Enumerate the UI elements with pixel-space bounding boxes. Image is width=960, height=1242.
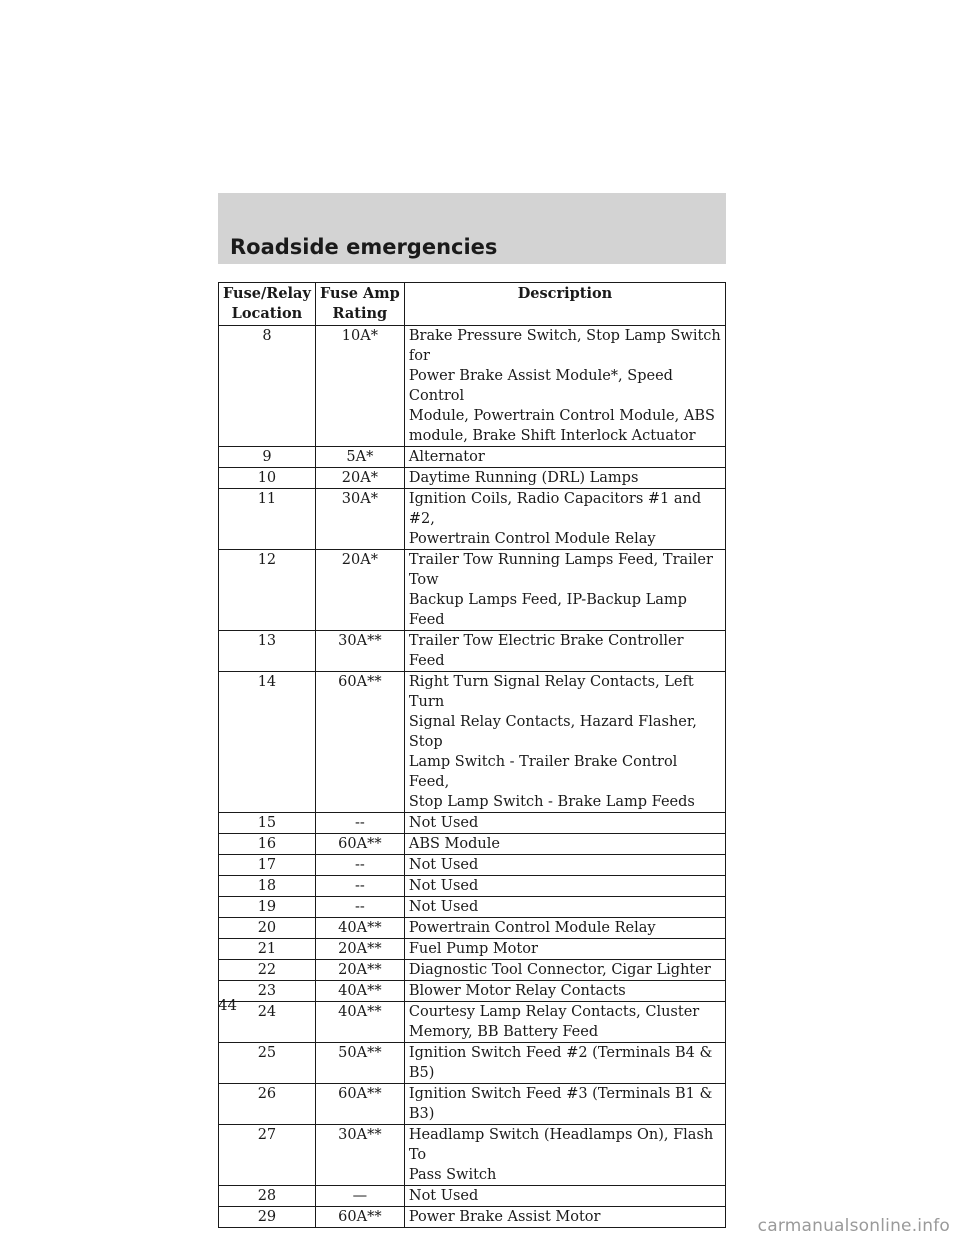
fuse-amp-cell: -- [315, 813, 404, 834]
fuse-description-cell [404, 326, 725, 447]
fuse-description-cell [404, 981, 725, 1002]
fuse-amp-cell: 5A* [315, 447, 404, 468]
fuse-location-cell: 9 [219, 447, 316, 468]
fuse-amp-cell: 50A** [315, 1043, 404, 1084]
description-line: Memory, BB Battery Feed [408, 1024, 599, 1040]
description-line: Backup Lamps Feed, IP-Backup Lamp Feed [408, 592, 687, 628]
table-row [219, 489, 726, 550]
fuse-description-cell [404, 1043, 725, 1084]
description-line: Powertrain Control Module Relay [408, 531, 656, 547]
fuse-location-cell: 15 [219, 813, 316, 834]
header-location-line: Fuse/Relay [223, 285, 311, 302]
description-line: Not Used [408, 857, 479, 873]
fuse-amp-cell: 40A** [315, 981, 404, 1002]
fuse-amp-cell: 60A** [315, 1207, 404, 1228]
table-row [219, 447, 726, 468]
fuse-location-cell: 23 [219, 981, 316, 1002]
description-line: Diagnostic Tool Connector, Cigar Lighter [408, 962, 711, 978]
description-line: module, Brake Shift Interlock Actuator [408, 428, 696, 444]
fuse-location-cell: 8 [219, 326, 316, 447]
header-location-line: Location [231, 305, 303, 322]
description-line: Fuel Pump Motor [408, 941, 538, 957]
fuse-location-cell: 11 [219, 489, 316, 550]
description-line: Blower Motor Relay Contacts [408, 983, 626, 999]
description-line: Powertrain Control Module Relay [408, 920, 656, 936]
table-row [219, 1207, 726, 1228]
description-line: Lamp Switch - Trailer Brake Control Feed, [408, 754, 678, 790]
description-line: Courtesy Lamp Relay Contacts, Cluster [408, 1004, 700, 1020]
description-line: Stop Lamp Switch - Brake Lamp Feeds [408, 794, 695, 810]
header-amp-line: Fuse Amp [320, 285, 400, 302]
fuse-description-cell [404, 1207, 725, 1228]
fuse-description-cell [404, 631, 725, 672]
fuse-amp-cell: 20A* [315, 468, 404, 489]
fuse-amp-cell: 10A* [315, 326, 404, 447]
description-line: Not Used [408, 1188, 479, 1204]
description-line: Right Turn Signal Relay Contacts, Left Turn [408, 674, 694, 710]
table-row [219, 326, 726, 447]
section-header [218, 193, 726, 264]
fuse-amp-cell: — [315, 1186, 404, 1207]
description-line: Trailer Tow Running Lamps Feed, Trailer Tow [408, 552, 713, 588]
fuse-location-cell: 17 [219, 855, 316, 876]
description-line: Alternator [408, 449, 485, 465]
table-row [219, 876, 726, 897]
header-description: Description [404, 283, 725, 326]
fuse-description-cell [404, 813, 725, 834]
fuse-location-cell: 27 [219, 1125, 316, 1186]
fuse-description-cell [404, 918, 725, 939]
fuse-description-cell [404, 876, 725, 897]
fuse-amp-cell: 20A** [315, 939, 404, 960]
table-row [219, 813, 726, 834]
description-line: Power Brake Assist Module*, Speed Control [408, 368, 673, 404]
fuse-amp-cell: 30A* [315, 489, 404, 550]
fuse-location-cell: 12 [219, 550, 316, 631]
table-row [219, 1043, 726, 1084]
description-line: Headlamp Switch (Headlamps On), Flash To [408, 1127, 714, 1163]
fuse-amp-cell: -- [315, 855, 404, 876]
fuse-amp-cell: 20A* [315, 550, 404, 631]
fuse-amp-cell: 40A** [315, 1002, 404, 1043]
fuse-description-cell [404, 550, 725, 631]
header-location [219, 283, 316, 326]
fuse-location-cell: 19 [219, 897, 316, 918]
fuse-description-cell [404, 1186, 725, 1207]
description-line: Signal Relay Contacts, Hazard Flasher, Stop [408, 714, 697, 750]
description-line: Pass Switch [408, 1167, 497, 1183]
fuse-location-cell: 22 [219, 960, 316, 981]
table-row [219, 468, 726, 489]
table-row [219, 981, 726, 1002]
fuse-description-cell [404, 1002, 725, 1043]
page-number: 44 [218, 996, 238, 1014]
watermark: carmanualsonline.info [757, 1216, 950, 1236]
fuse-amp-cell: 30A** [315, 1125, 404, 1186]
fuse-location-cell: 21 [219, 939, 316, 960]
fuse-location-cell: 26 [219, 1084, 316, 1125]
description-line: Ignition Coils, Radio Capacitors #1 and #2, [408, 491, 702, 527]
header-amp-line: Rating [332, 305, 388, 322]
fuse-location-cell: 25 [219, 1043, 316, 1084]
description-line: Not Used [408, 899, 479, 915]
fuse-description-cell [404, 672, 725, 813]
description-line: Not Used [408, 815, 479, 831]
fuse-location-cell: 10 [219, 468, 316, 489]
fuse-location-cell: 29 [219, 1207, 316, 1228]
fuse-location-cell: 18 [219, 876, 316, 897]
fuse-amp-cell: 60A** [315, 672, 404, 813]
fuse-amp-cell: 60A** [315, 1084, 404, 1125]
fuse-description-cell [404, 855, 725, 876]
table-row [219, 631, 726, 672]
description-line: Daytime Running (DRL) Lamps [408, 470, 639, 486]
table-row [219, 672, 726, 813]
fuse-description-cell [404, 939, 725, 960]
fuse-description-cell [404, 468, 725, 489]
fuse-description-cell [404, 897, 725, 918]
fuse-amp-cell: 30A** [315, 631, 404, 672]
table-row [219, 918, 726, 939]
table-row [219, 834, 726, 855]
table-row [219, 1084, 726, 1125]
fuse-description-cell [404, 960, 725, 981]
description-line: Trailer Tow Electric Brake Controller Feed [408, 633, 684, 669]
table-row [219, 897, 726, 918]
fuse-description-cell [404, 447, 725, 468]
description-line: Ignition Switch Feed #3 (Terminals B1 & B3) [408, 1086, 713, 1122]
fuse-description-cell [404, 1125, 725, 1186]
table-row [219, 960, 726, 981]
fuse-amp-cell: -- [315, 876, 404, 897]
fuse-location-cell: 16 [219, 834, 316, 855]
description-line: Module, Powertrain Control Module, ABS [408, 408, 715, 424]
table-row [219, 855, 726, 876]
fuse-amp-cell: 60A** [315, 834, 404, 855]
description-line: Not Used [408, 878, 479, 894]
fuse-table [218, 282, 726, 1228]
fuse-location-cell: 28 [219, 1186, 316, 1207]
table-row [219, 1002, 726, 1043]
fuse-description-cell [404, 489, 725, 550]
table-header-row [219, 283, 726, 326]
fuse-amp-cell: -- [315, 897, 404, 918]
description-line: Ignition Switch Feed #2 (Terminals B4 & B5) [408, 1045, 713, 1081]
fuse-location-cell: 14 [219, 672, 316, 813]
fuse-description-cell [404, 1084, 725, 1125]
header-amp-rating [315, 283, 404, 326]
fuse-location-cell: 20 [219, 918, 316, 939]
description-line: ABS Module [408, 836, 500, 852]
fuse-amp-cell: 40A** [315, 918, 404, 939]
fuse-amp-cell: 20A** [315, 960, 404, 981]
fuse-location-cell: 24 [219, 1002, 316, 1043]
fuse-location-cell: 13 [219, 631, 316, 672]
fuse-description-cell [404, 834, 725, 855]
fuse-table-body [219, 326, 726, 1228]
description-line: Power Brake Assist Motor [408, 1209, 601, 1225]
table-row [219, 550, 726, 631]
description-line: Brake Pressure Switch, Stop Lamp Switch for [408, 328, 721, 364]
section-title: Roadside emergencies [230, 235, 498, 259]
table-row [219, 1125, 726, 1186]
table-row [219, 1186, 726, 1207]
table-row [219, 939, 726, 960]
